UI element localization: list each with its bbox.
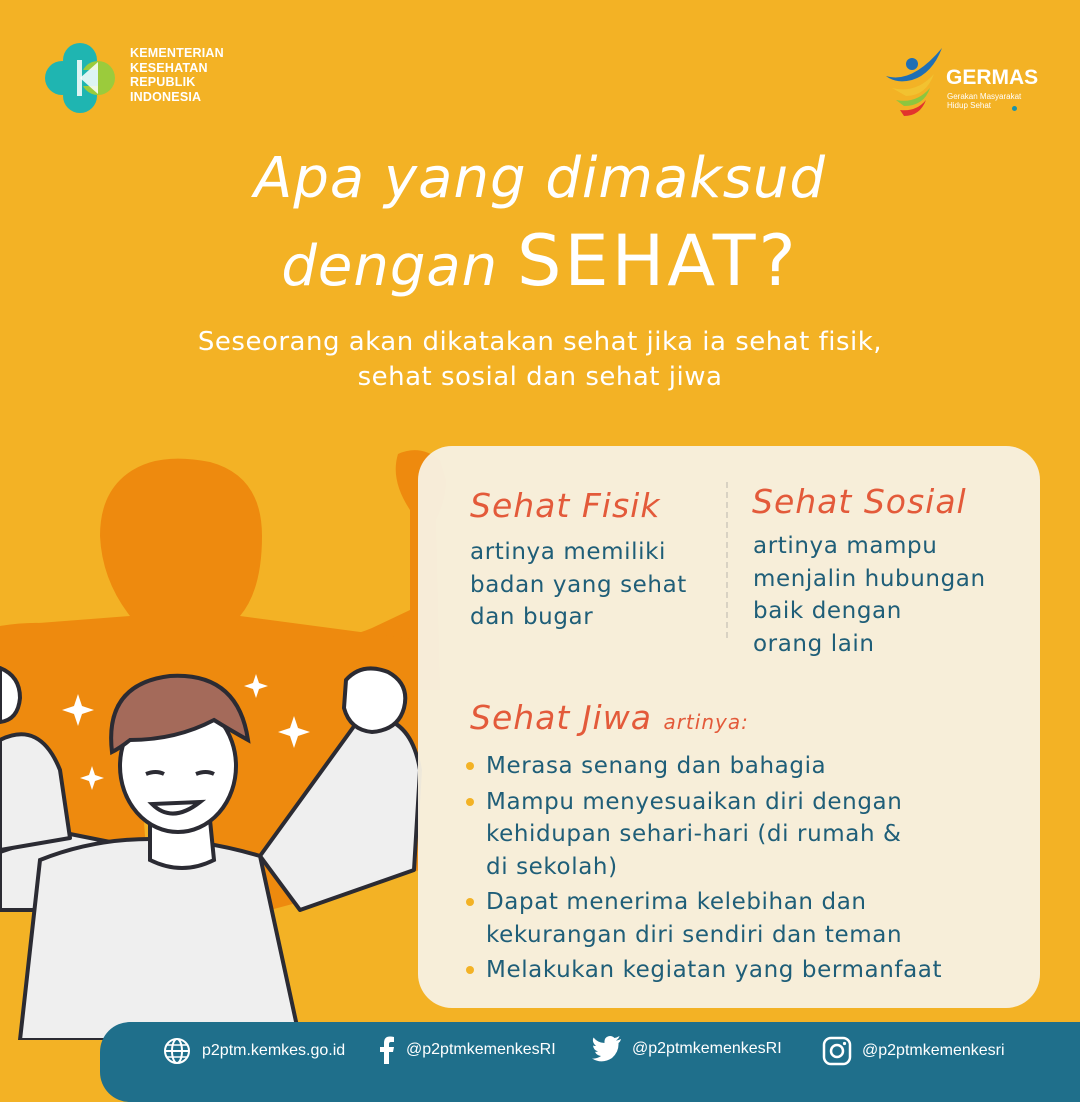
sehat-jiwa-list — [464, 750, 942, 990]
kemenkes-line: REPUBLIK — [130, 75, 196, 89]
sehat-jiwa-heading: Sehat Jiwa — [470, 698, 652, 737]
instagram-text: @p2ptmkemenkesri — [862, 1042, 1005, 1059]
sehat-sosial-body — [753, 530, 986, 660]
germas-logo-icon — [882, 44, 946, 120]
body-line: artinya memiliki — [470, 539, 666, 565]
bullet-icon — [466, 798, 474, 806]
body-line: baik dengan — [753, 598, 902, 624]
kemenkes-line: KESEHATAN — [130, 60, 208, 75]
heading-line-2-prefix: dengan — [281, 234, 517, 299]
list-item-line: Merasa senang dan bahagia — [486, 753, 827, 779]
sehat-fisik-body — [470, 536, 687, 634]
list-item-line: Melakukan kegiatan yang bermanfaat — [486, 957, 943, 983]
sehat-jiwa-title — [470, 698, 749, 737]
website-link[interactable] — [162, 1036, 345, 1066]
heading-sehat: SEHAT? — [516, 220, 799, 302]
kemenkes-line: KEMENTERIAN — [130, 46, 224, 60]
body-line: badan yang sehat — [470, 571, 687, 598]
twitter-icon — [592, 1036, 622, 1062]
list-item — [464, 954, 942, 987]
list-item-line: kekurangan diri sendiri dan teman — [486, 921, 903, 948]
kemenkes-name — [130, 46, 224, 104]
facebook-text: @p2ptmkemenkesRI — [406, 1041, 556, 1058]
sehat-jiwa-suffix: artinya: — [663, 710, 749, 734]
germas-title: GERMAS — [946, 66, 1039, 89]
heading-line-1: Apa yang dimaksud — [254, 146, 826, 211]
list-item-line: di sekolah) — [486, 853, 618, 880]
germas-dot — [1012, 106, 1017, 111]
bullet-icon — [466, 762, 474, 770]
subtitle-line: sehat sosial dan sehat jiwa — [357, 362, 723, 392]
body-line: artinya mampu — [753, 533, 938, 559]
bullet-icon — [466, 966, 474, 974]
bullet-icon — [466, 898, 474, 906]
germas-subtitle-line: Hidup Sehat — [947, 101, 992, 110]
kemenkes-line: INDONESIA — [130, 89, 202, 104]
website-text: p2ptm.kemkes.go.id — [202, 1042, 346, 1059]
list-item-line: Mampu menyesuaikan diri dengan — [486, 788, 903, 815]
list-item-line: Dapat menerima kelebihan dan — [486, 889, 867, 915]
twitter-text: @p2ptmkemenkesRI — [632, 1040, 782, 1057]
list-item — [464, 786, 942, 884]
sehat-fisik-title: Sehat Fisik — [470, 486, 661, 525]
facebook-link[interactable] — [378, 1036, 556, 1064]
heading-line-2 — [0, 220, 1080, 302]
list-item — [464, 750, 942, 783]
germas-subtitle — [947, 92, 1021, 110]
instagram-icon — [822, 1036, 852, 1066]
body-line: dan bugar — [470, 604, 594, 630]
subtitle — [0, 325, 1080, 395]
body-line: menjalin hubungan — [753, 565, 986, 592]
list-item — [464, 886, 942, 951]
sehat-sosial-title: Sehat Sosial — [752, 482, 967, 521]
twitter-link[interactable] — [592, 1036, 782, 1062]
globe-icon — [162, 1036, 192, 1066]
body-line: orang lain — [753, 630, 875, 657]
kemenkes-logo-icon — [40, 38, 120, 118]
flexing-boy-illustration — [0, 440, 460, 1040]
facebook-icon — [378, 1036, 396, 1064]
germas-subtitle-line: Gerakan Masyarakat — [947, 92, 1022, 101]
column-divider — [726, 482, 728, 638]
subtitle-line: Seseorang akan dikatakan sehat jika ia sehat fisik, — [197, 327, 883, 357]
instagram-link[interactable] — [822, 1036, 1005, 1066]
list-item-line: kehidupan sehari-hari (di rumah & — [486, 821, 902, 847]
